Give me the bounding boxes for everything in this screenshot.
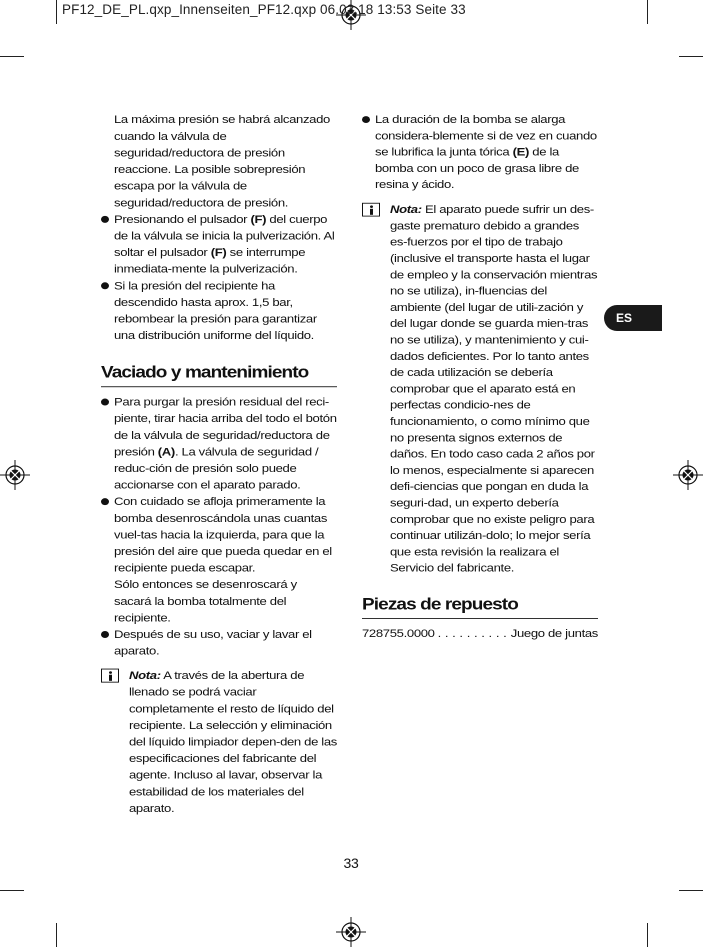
registration-mark-icon (336, 917, 366, 947)
info-icon (101, 669, 119, 683)
registration-mark-icon (673, 460, 703, 490)
bullet-icon (101, 216, 109, 223)
note-block: Nota: El aparato puede sufrir un des-gaste prematuro debido a grandes es-fuerzos por el tipo de trabajo (inclusive el transporte hasta el lugar de empleo y la conservación mientras no se utiliza), in-fluencias del ambiente (del lugar de utili-zación y del lugar donde se guarda mien-tras no se utiliza), y mantenimiento y cui-dados deficientes. Por lo tanto antes de cada utilización se debería comprobar que el aparato está en perfectas condicio-nes de funcionamiento, o como mínimo que no presenta signos externos de daños. En todo caso cada 2 años por lo menos, especialmente si aparecen defi-ciencias que pongan en duda la seguri-dad, un experto debería comprobar que no existe peligro para continuar utilizán-dolo; lo mejor sería que esta revisión la realizara el Servicio del fabricante. (362, 201, 598, 576)
paragraph: La máxima presión se habrá alcanzado cuando la válvula de seguridad/reductora de presión reaccione. La posible sobrepresión escapa por la válvula de seguridad/reductora de presión. (114, 112, 330, 209)
part-name: Juego de juntas (510, 626, 598, 640)
bullet-item: Para purgar la presión residual del reci-piente, tirar hacia arriba del todo el botón de la válvula de seguridad/reductora de presión (A). La válvula de seguridad / reduc-ción de presión solo puede accionarse con el aparato parado. (101, 393, 337, 493)
dot-leader (438, 625, 508, 641)
registration-mark-icon (0, 460, 30, 490)
crop-mark (0, 56, 24, 57)
info-icon (362, 203, 380, 217)
section-heading: Piezas de repuesto (362, 595, 598, 619)
bullet-item: Con cuidado se afloja primeramente la bomba desenroscándola unas cuantas vuel-tas hacia la izquierda, para que la presión del aire que pueda quedar en el recipiente pueda escapar. Sólo entonces se desenroscará y sacará la bomba totalmente del recipiente. (101, 493, 337, 626)
bullet-item: Después de su uso, vaciar y lavar el aparato. (101, 626, 337, 659)
crop-mark (679, 56, 703, 57)
crop-mark (679, 890, 703, 891)
bullet-item: Si la presión del recipiente ha descendido hasta aprox. 1,5 bar, rebombear la presión para garantizar una distribución uniforme del líquido. (101, 277, 337, 343)
left-column (101, 111, 337, 816)
language-tab (604, 305, 662, 331)
crop-mark (56, 0, 57, 24)
crop-mark (647, 923, 648, 947)
bullet-item: Presionando el pulsador (F) del cuerpo de la válvula se inicia la pulverización. Al soltar el pulsador (F) se interrumpe inmediata-mente la pulverización. (101, 211, 337, 277)
spare-part-row (362, 625, 598, 641)
crop-mark (0, 890, 24, 891)
note-block: Nota: A través de la abertura de llenado se podrá vaciar completamente el resto de líquido del recipiente. La selección y eliminación del líquido limpiador depen-den de las especificaciones del fabricante del agente. Incluso al lavar, observar la estabilidad de los materiales del aparato. (101, 667, 337, 816)
part-number: 728755.0000 (362, 626, 435, 640)
bullet-icon (101, 399, 109, 406)
bullet-icon (101, 498, 109, 505)
bullet-icon (362, 116, 370, 123)
print-slug: PF12_DE_PL.qxp_Innenseiten_PF12.qxp 06.03.18 13:53 Seite 33 (62, 2, 466, 17)
bullet-item: La duración de la bomba se alarga considera-blemente si de vez en cuando se lubrifica la junta tórica (E) de la bomba con un poco de grasa libre de resina y ácido. (362, 111, 598, 193)
page-number: 33 (343, 855, 359, 871)
section-heading: Vaciado y mantenimiento (101, 363, 337, 387)
right-column (362, 111, 598, 641)
language-tab-label: ES (616, 311, 633, 325)
bullet-icon (101, 631, 109, 638)
crop-mark (56, 923, 57, 947)
bullet-icon (101, 282, 109, 289)
